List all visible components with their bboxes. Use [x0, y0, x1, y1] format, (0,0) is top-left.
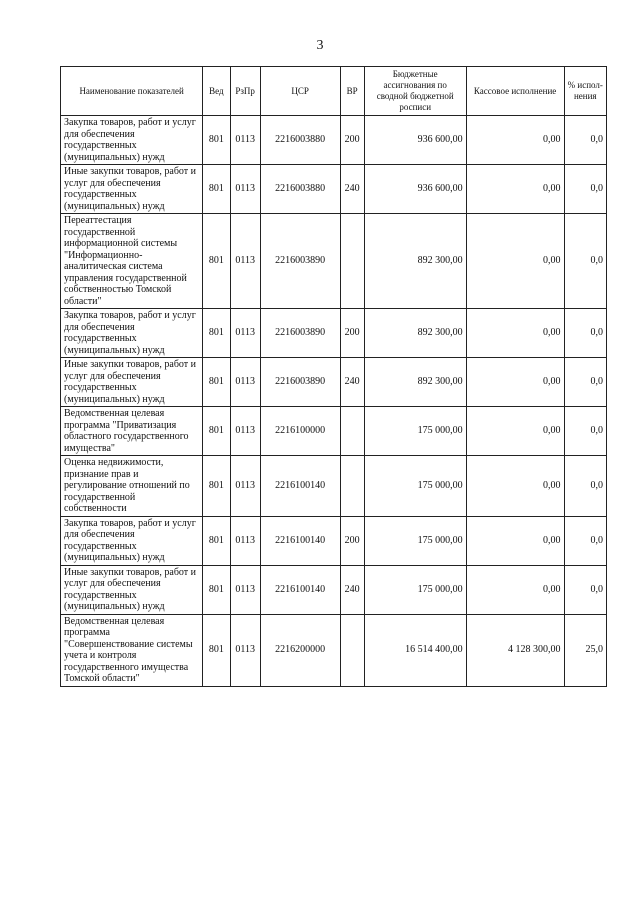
- cell-percent: 0,0: [564, 516, 606, 565]
- cell-cash-execution: 0,00: [466, 565, 564, 614]
- cell-vr: 240: [340, 358, 364, 407]
- cell-assignments: 16 514 400,00: [364, 614, 466, 686]
- cell-cash-execution: 0,00: [466, 516, 564, 565]
- cell-percent: 0,0: [564, 456, 606, 517]
- header-cash-execution: Кассовое исполнение: [466, 67, 564, 116]
- cell-percent: 25,0: [564, 614, 606, 686]
- header-assignments: Бюджетные ассигнования по сводной бюджетной росписи: [364, 67, 466, 116]
- cell-csr: 2216100140: [260, 516, 340, 565]
- cell-vr: [340, 407, 364, 456]
- cell-assignments: 175 000,00: [364, 516, 466, 565]
- header-csr: ЦСР: [260, 67, 340, 116]
- cell-name: Ведомственная целевая программа "Совершенствование системы учета и контроля государственного имущества Томской области": [61, 614, 203, 686]
- cell-rzpr: 0113: [230, 407, 260, 456]
- cell-ved: 801: [203, 358, 230, 407]
- cell-assignments: 892 300,00: [364, 358, 466, 407]
- cell-percent: 0,0: [564, 116, 606, 165]
- cell-ved: 801: [203, 116, 230, 165]
- cell-cash-execution: 0,00: [466, 456, 564, 517]
- cell-assignments: 175 000,00: [364, 407, 466, 456]
- cell-assignments: 936 600,00: [364, 165, 466, 214]
- cell-cash-execution: 4 128 300,00: [466, 614, 564, 686]
- cell-name: Иные закупки товаров, работ и услуг для обеспечения государственных (муниципальных) нужд: [61, 565, 203, 614]
- cell-rzpr: 0113: [230, 214, 260, 309]
- page-number: 3: [316, 38, 324, 53]
- table-row: [61, 516, 607, 565]
- table-row: [61, 214, 607, 309]
- cell-percent: 0,0: [564, 309, 606, 358]
- cell-name: Ведомственная целевая программа "Приватизация областного государственного имущества": [61, 407, 203, 456]
- cell-cash-execution: 0,00: [466, 116, 564, 165]
- cell-vr: [340, 456, 364, 517]
- cell-cash-execution: 0,00: [466, 214, 564, 309]
- cell-name: Закупка товаров, работ и услуг для обеспечения государственных (муниципальных) нужд: [61, 116, 203, 165]
- cell-rzpr: 0113: [230, 358, 260, 407]
- cell-vr: 200: [340, 309, 364, 358]
- cell-rzpr: 0113: [230, 565, 260, 614]
- cell-rzpr: 0113: [230, 614, 260, 686]
- cell-csr: 2216003890: [260, 358, 340, 407]
- cell-csr: 2216003890: [260, 309, 340, 358]
- cell-name: Иные закупки товаров, работ и услуг для обеспечения государственных (муниципальных) нужд: [61, 165, 203, 214]
- cell-ved: 801: [203, 165, 230, 214]
- cell-vr: 240: [340, 165, 364, 214]
- cell-name: Закупка товаров, работ и услуг для обеспечения государственных (муниципальных) нужд: [61, 309, 203, 358]
- cell-ved: 801: [203, 309, 230, 358]
- cell-vr: 240: [340, 565, 364, 614]
- cell-csr: 2216100140: [260, 565, 340, 614]
- cell-assignments: 892 300,00: [364, 214, 466, 309]
- cell-csr: 2216003890: [260, 214, 340, 309]
- cell-name: Иные закупки товаров, работ и услуг для обеспечения государственных (муниципальных) нужд: [61, 358, 203, 407]
- cell-cash-execution: 0,00: [466, 309, 564, 358]
- cell-csr: 2216003880: [260, 165, 340, 214]
- cell-cash-execution: 0,00: [466, 165, 564, 214]
- cell-csr: 2216003880: [260, 116, 340, 165]
- cell-rzpr: 0113: [230, 309, 260, 358]
- budget-table: [60, 66, 607, 687]
- cell-csr: 2216100140: [260, 456, 340, 517]
- cell-assignments: 936 600,00: [364, 116, 466, 165]
- cell-ved: 801: [203, 407, 230, 456]
- cell-cash-execution: 0,00: [466, 358, 564, 407]
- header-percent: % испол- нения: [564, 67, 606, 116]
- table-row: [61, 565, 607, 614]
- cell-name: Оценка недвижимости, признание прав и регулирование отношений по государственной собственности: [61, 456, 203, 517]
- table-row: [61, 407, 607, 456]
- cell-csr: 2216200000: [260, 614, 340, 686]
- cell-rzpr: 0113: [230, 165, 260, 214]
- cell-rzpr: 0113: [230, 516, 260, 565]
- cell-assignments: 892 300,00: [364, 309, 466, 358]
- cell-vr: [340, 614, 364, 686]
- cell-vr: [340, 214, 364, 309]
- cell-vr: 200: [340, 116, 364, 165]
- cell-name: Закупка товаров, работ и услуг для обеспечения государственных (муниципальных) нужд: [61, 516, 203, 565]
- table-row: [61, 358, 607, 407]
- table-row: [61, 165, 607, 214]
- cell-percent: 0,0: [564, 565, 606, 614]
- cell-ved: 801: [203, 516, 230, 565]
- table-row: [61, 456, 607, 517]
- cell-ved: 801: [203, 214, 230, 309]
- table-row: [61, 309, 607, 358]
- cell-name: Переаттестация государственной информационной системы "Информационно-аналитическая система управления государственной собственностью Томской области": [61, 214, 203, 309]
- header-ved: Вед: [203, 67, 230, 116]
- cell-vr: 200: [340, 516, 364, 565]
- cell-cash-execution: 0,00: [466, 407, 564, 456]
- header-row: [61, 67, 607, 116]
- cell-ved: 801: [203, 565, 230, 614]
- cell-rzpr: 0113: [230, 116, 260, 165]
- header-name: Наименование показателей: [61, 67, 203, 116]
- cell-percent: 0,0: [564, 407, 606, 456]
- cell-rzpr: 0113: [230, 456, 260, 517]
- cell-percent: 0,0: [564, 358, 606, 407]
- cell-ved: 801: [203, 614, 230, 686]
- cell-csr: 2216100000: [260, 407, 340, 456]
- table-row: [61, 116, 607, 165]
- cell-percent: 0,0: [564, 214, 606, 309]
- cell-ved: 801: [203, 456, 230, 517]
- header-rzpr: РзПр: [230, 67, 260, 116]
- cell-assignments: 175 000,00: [364, 456, 466, 517]
- header-vr: ВР: [340, 67, 364, 116]
- cell-assignments: 175 000,00: [364, 565, 466, 614]
- cell-percent: 0,0: [564, 165, 606, 214]
- table-row: [61, 614, 607, 686]
